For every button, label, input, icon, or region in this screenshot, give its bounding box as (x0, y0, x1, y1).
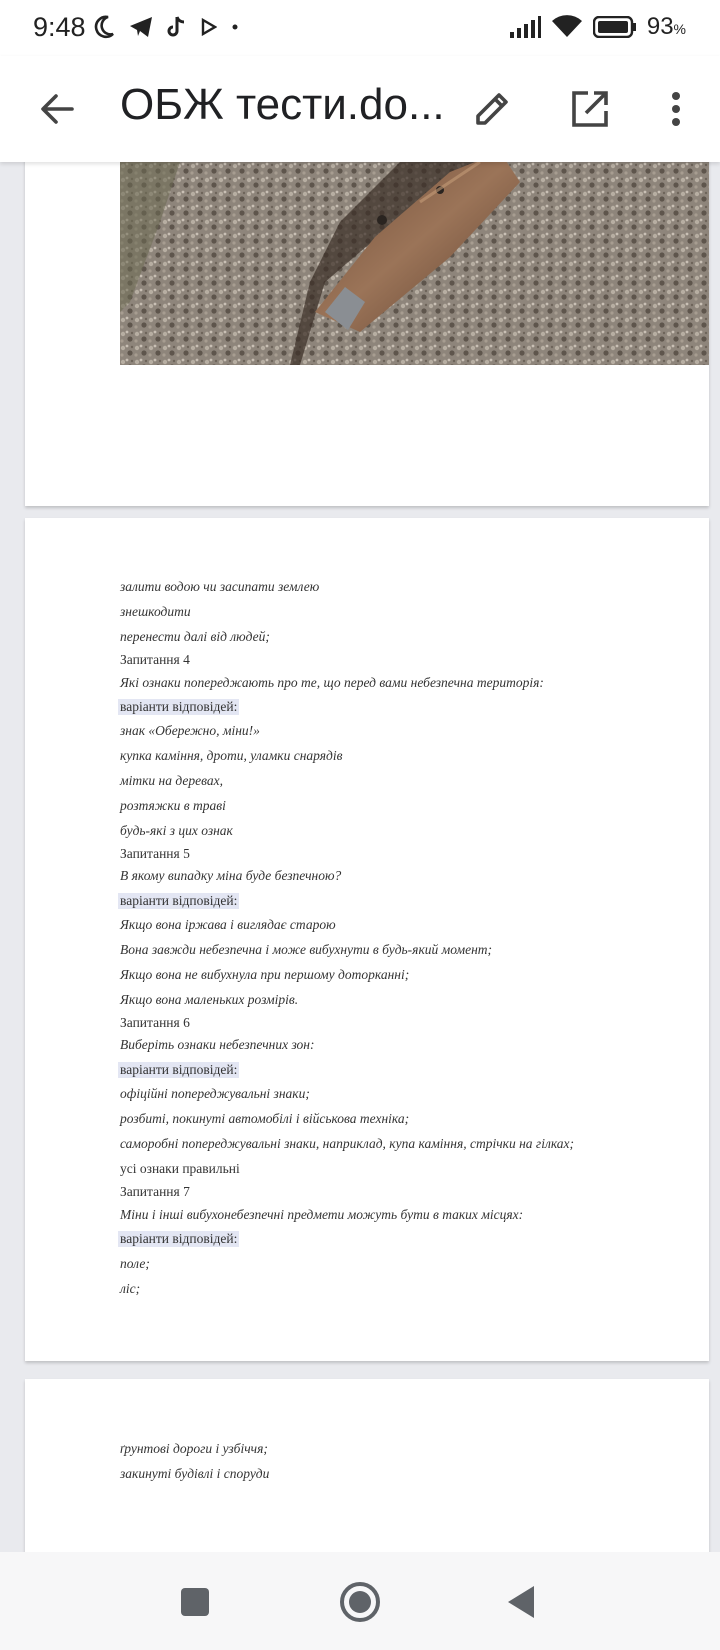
answers-label: варіанти відповідей: (120, 699, 238, 714)
answer-option: закинуті будівлі і споруди (120, 1466, 270, 1481)
answer-option: розтяжки в траві (120, 798, 226, 813)
open-external-icon[interactable] (568, 87, 612, 131)
question-number: Запитання 6 (120, 1015, 190, 1030)
telegram-icon (129, 16, 153, 38)
document-viewer[interactable] (0, 162, 720, 1552)
status-bar (0, 0, 720, 56)
question-text: Виберіть ознаки небезпечних зон: (120, 1037, 315, 1052)
question-number: Запитання 5 (120, 846, 190, 861)
mortar-shell-photo (120, 162, 709, 365)
recents-square-icon[interactable] (173, 1580, 217, 1624)
home-circle-icon[interactable] (338, 1580, 382, 1624)
document-page-2 (25, 518, 709, 1361)
status-time: 9:48 (33, 12, 86, 42)
answer-option: поле; (120, 1256, 150, 1271)
answer-option: знак «Обережно, міни!» (120, 723, 260, 738)
document-page-3 (25, 1379, 709, 1552)
question-number: Запитання 7 (120, 1184, 190, 1199)
answer-option: саморобні попереджувальні знаки, наприклад, купа каміння, стрічки на гілках; (120, 1136, 575, 1151)
play-icon (201, 18, 217, 36)
moon-icon (93, 15, 115, 39)
dot-icon (231, 23, 239, 31)
answer-option: перенести далі від людей; (120, 629, 270, 644)
answer-option: Якщо вона не вибухнула при першому доторканні; (120, 967, 410, 982)
question-text: В якому випадку міна буде безпечною? (120, 868, 342, 883)
answers-label: варіанти відповідей: (120, 1231, 238, 1246)
answer-option: купка каміння, дроти, уламки снарядів (120, 748, 343, 763)
more-vert-icon[interactable] (654, 87, 698, 131)
answer-option: Вона завжди небезпечна і може вибухнути в будь-який момент; (120, 942, 493, 957)
battery-percent: 93% (646, 13, 686, 40)
signal-icon (509, 16, 541, 38)
edit-pencil-icon[interactable] (470, 87, 514, 131)
answer-option: ґрунтові дороги і узбіччя; (120, 1441, 268, 1456)
answer-option: знешкодити (120, 604, 191, 619)
question-text: Міни і інші вибухонебезпечні предмети можуть бути в таких місцях: (120, 1207, 524, 1222)
back-triangle-icon[interactable] (500, 1580, 544, 1624)
answer-option: розбиті, покинуті автомобілі і військова техніка; (120, 1111, 410, 1126)
app-bar (0, 56, 720, 162)
status-notification-icons (93, 12, 239, 42)
status-system-icons (509, 12, 686, 42)
answer-option: будь-які з цих ознак (120, 823, 233, 838)
back-arrow-icon[interactable] (36, 87, 80, 131)
tiktok-icon (167, 15, 187, 39)
answer-option: Якщо вона маленьких розмірів. (120, 992, 299, 1007)
answer-option: залити водою чи засипати землею (120, 579, 320, 594)
document-page-1 (25, 162, 709, 506)
question-text: Які ознаки попереджають про те, що перед вами небезпечна територія: (120, 675, 544, 690)
answer-option: Якщо вона іржава і виглядає старою (120, 917, 336, 932)
wifi-icon (551, 15, 583, 39)
answers-label: варіанти відповідей: (120, 893, 238, 908)
answer-option: офіційні попереджувальні знаки; (120, 1086, 310, 1101)
answers-label: варіанти відповідей: (120, 1062, 238, 1077)
answer-option: усі ознаки правильні (120, 1161, 240, 1176)
system-navigation-bar (0, 1552, 720, 1650)
battery-icon (593, 16, 637, 38)
answer-option: мітки на деревах, (120, 773, 223, 788)
document-title: ОБЖ тести.do... (120, 80, 445, 129)
question-number: Запитання 4 (120, 652, 190, 667)
answer-option: ліс; (120, 1281, 141, 1296)
